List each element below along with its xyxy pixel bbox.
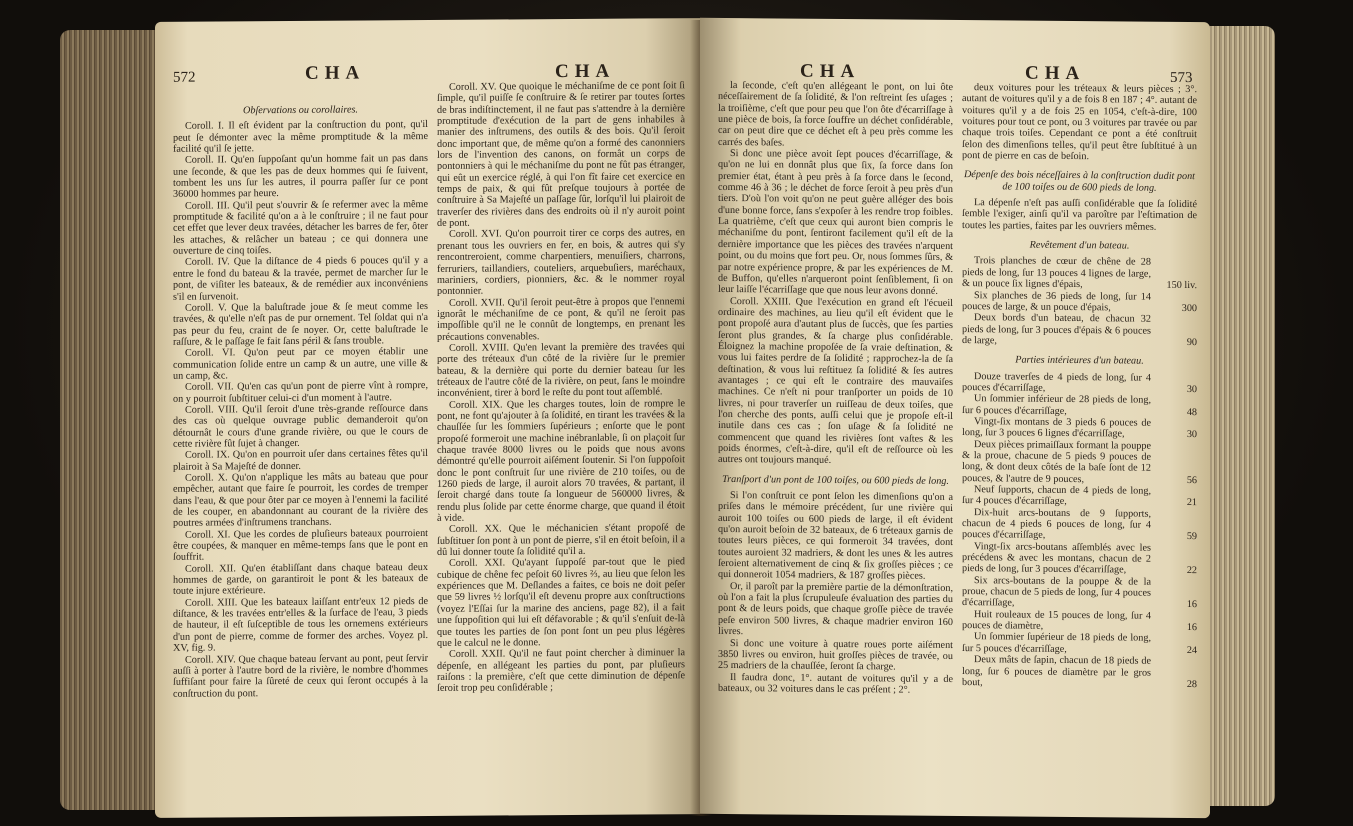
price-description: Un ſommier inférieur de 28 pieds de long, ſur 6 pouces d'écarriſſage, (962, 393, 1151, 417)
paragraph: Coroll. XXI. Qu'ayant ſuppoſé par-tout que le pied cubique de chêne fec peſoit 60 livres ⅔, au lieu que ſelon les expériences que M. Deſlandes a faites, ce bois ne doit peſer que 59 livres ½ lorſqu'il eſt devenu propre aux conſtructions (voyez l'Eſſai ſur la marine des anciens, page 82), il a fait une ſuppoſition qui lui eſt défavorable ; & qu'il s'enſuit de-là que toutes les parties de ſon pont ſont un peu plus légères que le calcul ne le donne. (437, 556, 685, 649)
paragraph: Si donc une voiture à quatre roues porte aiſément 3850 livres ou environ, huit groſſes pièces de travée, ou 25 madriers de la chauſſée, ſeront ſa charge. (718, 637, 953, 673)
paragraph: la ſeconde, c'eſt qu'en allégeant le pont, on lui ôte néceſſairement de ſa ſolidité, & l'on reſtreint ſes uſages ; la troiſième, c'eſt que pour peu que l'on ôte d'écarriſſage à une pièce de bois, ſa force ſouffre un déchet conſidérable, car on peut dire que ce déchet eſt à peu près comme les carrés des baſes. (718, 80, 953, 149)
paragraph: Il faudra donc, 1°. autant de voitures qu'il y a de bateaux, ou 32 voitures dans le cas préſent ; 2°. (718, 671, 953, 696)
price-description: Deux bords d'un bateau, de chacun 32 pieds de long, ſur 3 pouces d'épais & 6 pouces de large, (962, 312, 1151, 347)
section-subtitle: Tranſport d'un pont de 100 toiſes, ou 600 pieds de long. (722, 473, 949, 487)
section-subtitle: Parties intérieures d'un bateau. (1015, 354, 1144, 367)
price-description: Six arcs-boutans de la pouppe & de la proue, chacun de 5 pieds de long, ſur 4 pouces d'écarriſſage, (962, 574, 1151, 609)
paragraph-list (718, 80, 953, 468)
paragraph: Coroll. IV. Que la diſtance de 4 pieds 6 pouces qu'il y a entre le fond du bateau & la travée, permet de marcher ſur le pont, de viſiter les bateaux, & de remédier aux inconvéniens s'il en ſurvenoit. (173, 255, 428, 303)
page-number: 572 (173, 69, 196, 86)
paragraph: Or, il paroît par la première partie de la démonſtration, où l'on a fait la plus ſcrupuleuſe évaluation des parties du pont & de leurs poids, que chaque groſſe pièce de travée peſe environ 500 livres, & chaque madrier environ 160 livres. (718, 580, 953, 638)
running-head: CHA (305, 62, 366, 84)
paragraph: deux voitures pour les tréteaux & leurs pièces ; 3°. autant de voitures qu'il y a de fois 8 en 187 ; 4°. autant de voitures qu'il y a de fois 25 en 1054, c'eſt-à-dire, 100 voitures pour tout ce pont, ou 3 voitures par travée ou par chaque trois toiſes. Cependant ce pont a été conſtruit ſelon des dimenſions telles, qu'il peut être ſubſtitué à un pont de pierre en cas de beſoin. (962, 82, 1197, 163)
paragraph: Coroll. XI. Que les cordes de pluſieurs bateaux pourroient être coupées, & manquer en même-temps ſans que le pont en ſouffrit. (173, 527, 428, 564)
paragraph: Coroll. XXIII. Que l'exécution en grand eſt l'écueil ordinaire des machines, au lieu qu'il eſt évident que le pont propoſé aura d'autant plus de ſuccès, que ſes parties ſeront plus grandes, & ſa charge plus conſidérable. Éloignez la machine propoſée de ſa vraie deſtination, & vous lui faites perdre de ſa ſolidité ; rapprochez-la de ſa deſtination, & vous lui reſtituez ſa ſolidité & ſes autres avantages ; ce qui eſt le contraire des mauvaiſes machines. Ce n'eſt ni pour tranſporter un poids de 10 livres, ni pour traverſer un ruiſſeau de deux toiſes, que l'on cherche des ponts, auſſi celui que je propoſe eſt-il inutile dans ces cas ; ſon uſage & ſa ſolidité ne commencent que quand les rivières ſont vaſtes & les poids énormes, c'eſt-à-dire, qu'il eſt de reſſource où les autres ont toujours manqué. (718, 295, 953, 467)
price-description: Douze traverſes de 4 pieds de long, ſur 4 pouces d'écarriſſage, (962, 370, 1151, 394)
price-description: Vingt-ſix montans de 3 pieds 6 pouces de long, ſur 3 pouces 6 lignes d'écarriſſage, (962, 416, 1151, 440)
paragraph-list (437, 80, 685, 694)
price-value: 16 (1186, 599, 1197, 611)
right-page-edges (1205, 26, 1275, 806)
price-description: Huit rouleaux de 15 pouces de long, ſur 4 pouces de diamètre, (962, 608, 1151, 632)
price-row (962, 371, 1197, 396)
running-head: CHA (1025, 62, 1086, 85)
paragraph: Coroll. XXII. Qu'il ne faut point chercher à diminuer la dépenſe, en allégeant les parties du pont, par pluſieurs raiſons : la première, c'eſt que cette diminution de dépenſe ſeroit trop peu conſidérable ; (437, 647, 685, 695)
price-row (962, 256, 1197, 292)
paragraph: Coroll. XX. Que le méchanicien s'étant propoſé de ſubſtituer ſon pont à un pont de pierre, s'il en étoit beſoin, il a dû lui donner toute ſa ſolidité qu'il a. (437, 522, 685, 559)
paragraph: Coroll. XV. Que quoique le méchaniſme de ce pont ſoit ſi ſimple, qu'il puiſſe ſe conſtruire & ſe retirer par toutes ſortes de bras indiſtinctement, il ne faut pas s'attendre à la dernière promptitude d'exécution de la part de gens inhabiles à manier des inſtrumens, des outils & des bois. Qu'il ſeroit donc important que, de même qu'on a formé des canonniers lors de l'invention des canons, on formât un corps de pontonniers à qui le méchaniſme du pont ne fût pas étranger, qui eût un exercice réglé, à qui l'on fît faire cet exercice en temps de paix, & qui fût preſque toujours à portée de conſtruire à Sa Majeſté un paſſage ſûr, lorſqu'il lui plairoit de traverſer des rivières dans des endroits où il n'y auroit point de pont. (437, 80, 685, 230)
price-row (962, 654, 1197, 690)
paragraph: Coroll. X. Qu'on n'applique les mâts au bateau que pour empêcher, autant que faire ſe pourroit, les cordes de tremper dans l'eau, & que pour ôter par ce moyen à l'ennemi la facilité de les couper, en abandonnant au courant de la rivière des poutres armées d'inſtrumens tranchans. (173, 470, 428, 530)
paragraph: Si donc une pièce avoit ſept pouces d'écarriſſage, & qu'on ne lui en donnât plus que ſix, ſa force dans ſon premier état, étant à peu près à ſa force dans le ſecond, comme 46 à 36 ; le déchet de force ſeroit à peu près d'un tiers. D'où l'on voit qu'on ne peut guère alléger des bois d'une bonne force, ſans s'expoſer à les rendre trop foibles. La quatrième, c'eſt que ceux qui auront bien compris le méchaniſme du pont, ſentiront facilement qu'il eſt de la dernière importance que les pièces des travées n'arquent point, ou du moins que fort peu. Or, nous ſommes ſûrs, & par notre expérience propre, & par les expériences de M. de Buffon, qu'elles n'arqueront point ſenſiblement, ſi on leur laiſſe l'écarriſſage que que nous leur avons donné. (718, 148, 953, 298)
price-description: Deux pièces primaiſſaux formant la pouppe & la proue, chacune de 5 pieds 9 pouces de long, & dont deux côtés de la baſe ſont de 12 pouces, & l'autre de 9 pouces, (962, 438, 1151, 485)
left-column-1 (173, 102, 428, 734)
paragraph: Coroll. XII. Qu'en établiſſant dans chaque bateau deux hommes de garde, on garantiroit le pont & les bateaux de toute injure extérieure. (173, 561, 428, 598)
paragraph: La dépenſe n'eſt pas auſſi conſidérable que ſa ſolidité ſemble l'exiger, ainſi qu'il va paroître par l'eſtimation de toutes les parties, faites par les ouvriers mêmes. (962, 197, 1197, 233)
price-value: 150 liv. (1166, 280, 1197, 292)
left-page-edges (60, 30, 160, 810)
price-description: Trois planches de cœur de chêne de 28 pieds de long, ſur 13 pouces 4 lignes de large, & un pouce ſix lignes d'épais, (962, 255, 1151, 291)
price-row (962, 393, 1197, 418)
section-subtitle: Dépenſe des bois néceſſaires à la conſtruction dudit pont de 100 toiſes ou de 600 pieds de long. (963, 169, 1196, 194)
price-value: 21 (1186, 497, 1197, 509)
paragraph-list (718, 490, 953, 696)
running-head: CHA (555, 60, 616, 83)
price-value: 300 (1181, 302, 1197, 314)
paragraph: Coroll. IX. Qu'on en pourroit uſer dans certaines fêtes qu'il plairoit à Sa Majeſté de donner. (173, 448, 428, 473)
price-row (962, 484, 1197, 509)
paragraph: Coroll. XVIII. Qu'en levant la première des travées qui porte des tréteaux d'un côté de la rivière ſur le premier bateau, & la dernière qui porte du dernier bateau ſur les tréteaux de l'autre côté de la rivière, on peut, ſans le moindre inconvénient, tirer à bord le reſte du pont tout aſſemblé. (437, 341, 685, 400)
price-description: Neuf ſupports, chacun de 4 pieds de long, ſur 4 pouces d'écarriſſage, (962, 484, 1151, 508)
price-value: 48 (1186, 406, 1197, 418)
price-value: 59 (1186, 531, 1197, 543)
paragraph: Coroll. II. Qu'en ſuppoſant qu'un homme fait un pas dans une ſeconde, & que les pas de deux hommes qui ſe ſuivent, tombent les uns ſur les autres, il pourra paſſer ſur ce pont 36000 hommes par heure. (173, 153, 428, 201)
paragraph: Coroll. III. Qu'il peut s'ouvrir & ſe refermer avec la même promptitude & facilité qu'on a à le conſtruire ; il ne faut pour cet effet que lever deux travées, détacher les barres de fer, ôter les attaches, & relâcher un bateau ; ce qui donnera une ouverture de cinq toiſes. (173, 198, 428, 257)
price-list (962, 371, 1197, 691)
left-page (155, 18, 700, 818)
price-row (962, 541, 1197, 577)
paragraph: Coroll. VI. Qu'on peut par ce moyen établir une communication ſolide entre un camp & un autre, une ville & un camp, &c. (173, 346, 428, 382)
paragraph: Coroll. I. Il eſt évident par la conſtruction du pont, qu'il peut ſe démonter avec la même promptitude & la même facilité qu'il ſe jette. (173, 119, 428, 155)
section-subtitle: Revêtement d'un bateau. (1029, 239, 1130, 252)
paragraph: Coroll. XIX. Que les charges toutes, loin de rompre le pont, ne font qu'ajouter à ſa ſolidité, en tirant les travées & la chauſſée ſur les ſommiers ſupérieurs ; enſorte que le pont propoſé formeroit une machine inébranlable, ſi on plaçoit ſur chaque travée 8000 livres ou le poids que nous avons démontré qu'elle pourroit aiſément ſoutenir. Si l'on ſuppoſoit donc le pont conſtruit ſur une rivière de 210 toiſes, ou de 1260 pieds de large, il auroit alors 70 travées, & partant, il ſeroit chargé dans toute ſa longueur de 560000 livres, & rendu plus ſolide par cette énorme charge, que quand il étoit à vide. (437, 397, 685, 524)
price-list (962, 256, 1197, 349)
price-row (962, 416, 1197, 441)
price-value: 28 (1186, 678, 1197, 690)
price-value: 16 (1186, 622, 1197, 634)
right-page (700, 18, 1210, 818)
price-value: 56 (1186, 474, 1197, 486)
price-row (962, 312, 1197, 348)
paragraph: Coroll. XVII. Qu'il ſeroit peut-être à propos que l'ennemi ignorât le méchaniſme de ce pont, & qu'il ne ſeroit pas impoſſible qu'il ne le connût de longtemps, en prenant les précautions convenables. (437, 295, 685, 343)
paragraph: Coroll. VIII. Qu'il ſeroit d'une très-grande reſſource dans des cas où quelque ouvrage public demanderoit qu'on détournât le cours d'une grande rivière, ou que le cours de cette rivière fût ſujet à changer. (173, 402, 428, 450)
paragraph: Si l'on conſtruit ce pont ſelon les dimenſions qu'on a priſes dans le mémoire précédent, ſur une rivière qui auroit 100 toiſes ou 600 pieds de large, il eſt évident qu'on auroit beſoin de 32 bateaux, de 6 tréteaux garnis de toutes leurs pièces, ce qui formeroit 34 travées, dont toutes auroient 32 madriers, & dont les unes & les autres ſeroient alternativement de cinq & ſix groſſes pièces ; ce qui donneroit 1054 madriers, & 187 groſſes pièces. (718, 490, 953, 583)
price-description: Un ſommier ſupérieur de 18 pieds de long, ſur 5 pouces d'écarriſſage, (962, 631, 1151, 655)
price-description: Dix-huit arcs-boutans de 9 ſupports, chacun de 4 pieds 6 pouces de long, ſur 4 pouces d'écarriſſage, (962, 506, 1151, 542)
price-description: Six planches de 36 pieds de long, ſur 14 pouces de large, & un pouce d'épais, (962, 289, 1151, 314)
section-title: Obſervations ou corollaires. (243, 104, 358, 117)
paragraph-list (173, 119, 428, 699)
left-column-2 (437, 80, 685, 732)
running-head: CHA (800, 60, 861, 83)
price-value: 30 (1186, 383, 1197, 396)
price-row (962, 632, 1197, 657)
right-column-2 (962, 82, 1197, 734)
price-value: 22 (1186, 565, 1197, 577)
price-description: Vingt-ſix arcs-boutans aſſemblés avec les précédens & avec les montans, chacun de 2 pieds de long, ſur 3 pouces d'écarriſſage, (962, 540, 1151, 576)
paragraph: Coroll. XVI. Qu'on pourroit tirer ce corps des autres, en prenant tous les ouvriers en fer, en bois, & autres qui s'y rencontreroient, comme charpentiers, menuiſiers, charrons, ferruriers, taillandiers, couteliers, arquebuſiers, maréchaux, mariniers, cordiers, pionniers, &c. & le nommer royal pontonnier. (437, 227, 685, 298)
price-row (962, 439, 1197, 486)
paragraph: Coroll. VII. Qu'en cas qu'un pont de pierre vînt à rompre, on y pourroit ſubſtituer celui-ci d'un moment à l'autre. (173, 380, 428, 405)
price-value: 30 (1186, 429, 1197, 441)
right-column-1 (718, 80, 953, 732)
page-number: 573 (1170, 69, 1193, 87)
price-row (962, 609, 1197, 634)
price-row (962, 507, 1197, 543)
paragraph: Coroll. V. Que la baluſtrade joue & ſe meut comme les travées, & qu'elle n'eſt pas de pur ornement. Tel ſoldat qui n'a pas peur du feu, craint de ſe noyer. Or, cette baluſtrade le raſſure, & le paſſage ſe fait ſans péril & ſans trouble. (173, 300, 428, 348)
paragraph: Coroll. XIV. Que chaque bateau ſervant au pont, peut ſervir auſſi à porter à l'autre bord de la rivière, le nombre d'hommes ſuffiſant pour faire la ſûreté de ceux qui ſeront occupés à la conſtruction du pont. (173, 652, 428, 700)
price-value: 24 (1186, 644, 1197, 656)
paragraph: Coroll. XIII. Que les bateaux laiſſant entr'eux 12 pieds de diſtance, & les travées entr'elles & la ſurface de l'eau, 3 pieds de hauteur, il eſt ſuſceptible de tous les ornemens extérieurs d'un pont de pierre, comme de former des arches. Voyez pl. XV, fig. 9. (173, 595, 428, 654)
price-row (962, 575, 1197, 611)
price-value: 90 (1186, 336, 1197, 348)
price-row (962, 290, 1197, 315)
price-description: Deux mâts de ſapin, chacun de 18 pieds de long, ſur 6 pouces de diamètre par le gros bout, (962, 654, 1151, 689)
